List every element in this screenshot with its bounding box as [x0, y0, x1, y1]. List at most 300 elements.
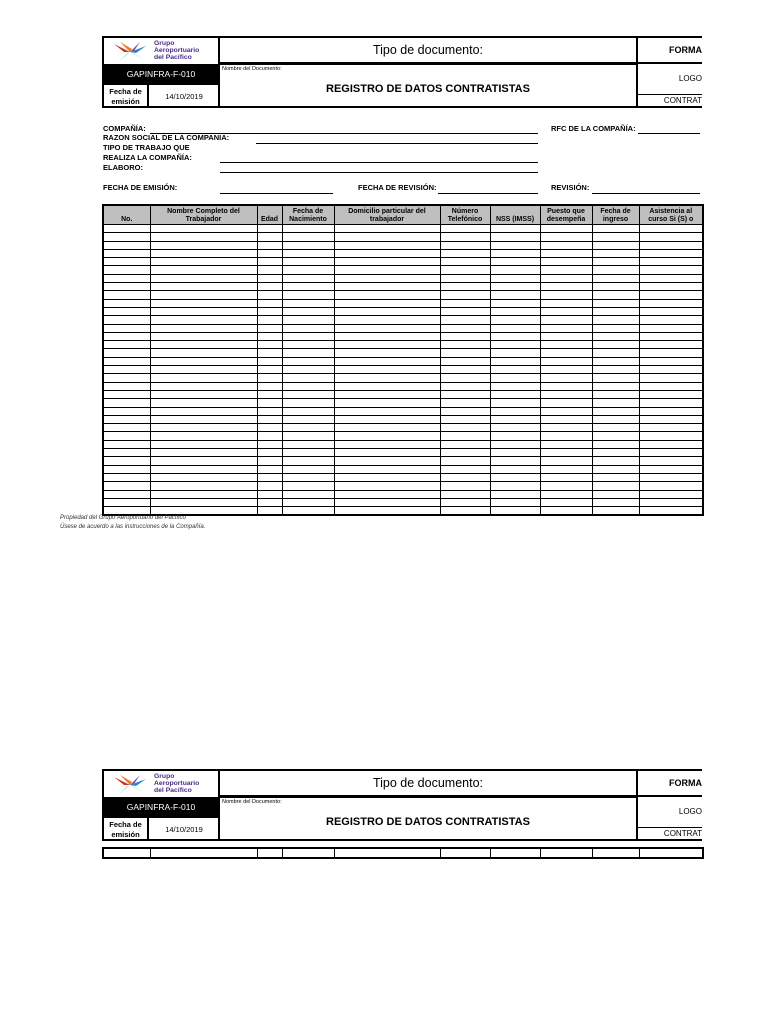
- table-cell[interactable]: [334, 374, 440, 382]
- table-cell[interactable]: [592, 432, 639, 440]
- table-cell[interactable]: [150, 449, 257, 457]
- table-cell[interactable]: [103, 382, 150, 390]
- table-cell[interactable]: [592, 332, 639, 340]
- table-cell[interactable]: [257, 415, 282, 423]
- table-cell[interactable]: [103, 366, 150, 374]
- table-cell[interactable]: [282, 399, 334, 407]
- table-cell[interactable]: [540, 465, 592, 473]
- table-cell[interactable]: [592, 848, 639, 858]
- table-cell[interactable]: [103, 390, 150, 398]
- table-cell[interactable]: [540, 473, 592, 481]
- table-cell[interactable]: [592, 498, 639, 506]
- table-cell[interactable]: [639, 366, 703, 374]
- table-cell[interactable]: [282, 498, 334, 506]
- table-cell[interactable]: [282, 341, 334, 349]
- table-cell[interactable]: [639, 374, 703, 382]
- table-cell[interactable]: [490, 457, 540, 465]
- table-cell[interactable]: [257, 266, 282, 274]
- table-cell[interactable]: [639, 299, 703, 307]
- table-cell[interactable]: [440, 225, 490, 233]
- table-cell[interactable]: [540, 407, 592, 415]
- table-cell[interactable]: [257, 316, 282, 324]
- table-cell[interactable]: [592, 283, 639, 291]
- table-cell[interactable]: [440, 366, 490, 374]
- table-cell[interactable]: [540, 241, 592, 249]
- table-cell[interactable]: [440, 291, 490, 299]
- table-cell[interactable]: [540, 266, 592, 274]
- table-cell[interactable]: [639, 307, 703, 315]
- table-cell[interactable]: [257, 449, 282, 457]
- table-cell[interactable]: [282, 316, 334, 324]
- table-cell[interactable]: [150, 482, 257, 490]
- table-cell[interactable]: [150, 457, 257, 465]
- table-cell[interactable]: [334, 249, 440, 257]
- table-cell[interactable]: [282, 848, 334, 858]
- table-cell[interactable]: [103, 249, 150, 257]
- table-cell[interactable]: [103, 283, 150, 291]
- table-cell[interactable]: [592, 316, 639, 324]
- table-cell[interactable]: [540, 449, 592, 457]
- table-cell[interactable]: [282, 258, 334, 266]
- table-cell[interactable]: [540, 233, 592, 241]
- table-cell[interactable]: [103, 848, 150, 858]
- table-cell[interactable]: [639, 473, 703, 481]
- table-cell[interactable]: [490, 299, 540, 307]
- table-cell[interactable]: [257, 299, 282, 307]
- table-cell[interactable]: [334, 332, 440, 340]
- table-cell[interactable]: [490, 274, 540, 282]
- table-cell[interactable]: [282, 274, 334, 282]
- table-cell[interactable]: [490, 415, 540, 423]
- table-cell[interactable]: [150, 465, 257, 473]
- table-cell[interactable]: [490, 291, 540, 299]
- table-cell[interactable]: [334, 316, 440, 324]
- table-cell[interactable]: [540, 382, 592, 390]
- table-cell[interactable]: [103, 440, 150, 448]
- table-cell[interactable]: [257, 482, 282, 490]
- rfc-line[interactable]: [638, 133, 700, 134]
- table-cell[interactable]: [592, 241, 639, 249]
- table-cell[interactable]: [639, 274, 703, 282]
- table-cell[interactable]: [490, 233, 540, 241]
- table-cell[interactable]: [490, 316, 540, 324]
- table-cell[interactable]: [150, 291, 257, 299]
- table-cell[interactable]: [592, 357, 639, 365]
- table-cell[interactable]: [257, 241, 282, 249]
- table-cell[interactable]: [440, 349, 490, 357]
- table-cell[interactable]: [334, 848, 440, 858]
- table-cell[interactable]: [103, 473, 150, 481]
- table-cell[interactable]: [282, 283, 334, 291]
- table-cell[interactable]: [592, 349, 639, 357]
- table-cell[interactable]: [150, 249, 257, 257]
- table-cell[interactable]: [592, 465, 639, 473]
- table-cell[interactable]: [334, 233, 440, 241]
- table-cell[interactable]: [440, 266, 490, 274]
- table-cell[interactable]: [639, 316, 703, 324]
- table-cell[interactable]: [540, 374, 592, 382]
- table-cell[interactable]: [440, 415, 490, 423]
- table-cell[interactable]: [103, 332, 150, 340]
- table-cell[interactable]: [592, 233, 639, 241]
- table-cell[interactable]: [639, 233, 703, 241]
- table-cell[interactable]: [639, 482, 703, 490]
- table-cell[interactable]: [440, 440, 490, 448]
- table-cell[interactable]: [282, 299, 334, 307]
- table-cell[interactable]: [490, 332, 540, 340]
- table-cell[interactable]: [540, 482, 592, 490]
- table-cell[interactable]: [639, 357, 703, 365]
- table-cell[interactable]: [540, 307, 592, 315]
- table-cell[interactable]: [440, 482, 490, 490]
- table-cell[interactable]: [282, 225, 334, 233]
- revision-line[interactable]: [592, 193, 700, 194]
- table-cell[interactable]: [592, 341, 639, 349]
- table-cell[interactable]: [540, 424, 592, 432]
- table-cell[interactable]: [639, 432, 703, 440]
- table-cell[interactable]: [440, 498, 490, 506]
- elaboro-line[interactable]: [220, 172, 538, 173]
- table-cell[interactable]: [440, 382, 490, 390]
- table-cell[interactable]: [257, 498, 282, 506]
- table-cell[interactable]: [592, 249, 639, 257]
- table-cell[interactable]: [440, 274, 490, 282]
- table-cell[interactable]: [334, 440, 440, 448]
- table-cell[interactable]: [282, 407, 334, 415]
- table-cell[interactable]: [282, 332, 334, 340]
- table-cell[interactable]: [282, 415, 334, 423]
- table-cell[interactable]: [257, 432, 282, 440]
- table-cell[interactable]: [282, 233, 334, 241]
- table-cell[interactable]: [639, 291, 703, 299]
- table-cell[interactable]: [592, 415, 639, 423]
- table-cell[interactable]: [334, 465, 440, 473]
- table-cell[interactable]: [334, 324, 440, 332]
- table-cell[interactable]: [334, 258, 440, 266]
- table-cell[interactable]: [282, 390, 334, 398]
- table-cell[interactable]: [490, 465, 540, 473]
- table-cell[interactable]: [490, 366, 540, 374]
- table-cell[interactable]: [540, 324, 592, 332]
- table-cell[interactable]: [282, 324, 334, 332]
- table-cell[interactable]: [334, 390, 440, 398]
- table-cell[interactable]: [490, 473, 540, 481]
- table-cell[interactable]: [257, 440, 282, 448]
- table-cell[interactable]: [440, 249, 490, 257]
- table-cell[interactable]: [592, 324, 639, 332]
- table-cell[interactable]: [490, 341, 540, 349]
- table-cell[interactable]: [334, 473, 440, 481]
- table-cell[interactable]: [334, 482, 440, 490]
- table-cell[interactable]: [490, 249, 540, 257]
- table-cell[interactable]: [540, 225, 592, 233]
- table-cell[interactable]: [592, 482, 639, 490]
- table-cell[interactable]: [592, 473, 639, 481]
- table-cell[interactable]: [639, 848, 703, 858]
- table-cell[interactable]: [592, 366, 639, 374]
- table-cell[interactable]: [150, 241, 257, 249]
- table-cell[interactable]: [257, 225, 282, 233]
- table-cell[interactable]: [282, 366, 334, 374]
- table-cell[interactable]: [103, 258, 150, 266]
- table-cell[interactable]: [150, 258, 257, 266]
- table-cell[interactable]: [639, 415, 703, 423]
- table-cell[interactable]: [257, 457, 282, 465]
- table-cell[interactable]: [334, 241, 440, 249]
- table-cell[interactable]: [540, 341, 592, 349]
- table-cell[interactable]: [282, 291, 334, 299]
- table-cell[interactable]: [103, 291, 150, 299]
- table-cell[interactable]: [334, 490, 440, 498]
- table-cell[interactable]: [103, 241, 150, 249]
- table-cell[interactable]: [103, 233, 150, 241]
- table-cell[interactable]: [490, 399, 540, 407]
- table-cell[interactable]: [639, 390, 703, 398]
- table-cell[interactable]: [440, 424, 490, 432]
- table-cell[interactable]: [440, 374, 490, 382]
- table-cell[interactable]: [592, 407, 639, 415]
- table-cell[interactable]: [639, 424, 703, 432]
- table-cell[interactable]: [540, 258, 592, 266]
- table-cell[interactable]: [150, 357, 257, 365]
- table-cell[interactable]: [334, 357, 440, 365]
- table-cell[interactable]: [592, 440, 639, 448]
- table-cell[interactable]: [490, 440, 540, 448]
- table-cell[interactable]: [490, 266, 540, 274]
- table-cell[interactable]: [334, 283, 440, 291]
- table-cell[interactable]: [592, 266, 639, 274]
- table-cell[interactable]: [440, 432, 490, 440]
- table-cell[interactable]: [540, 357, 592, 365]
- table-cell[interactable]: [639, 341, 703, 349]
- table-cell[interactable]: [592, 307, 639, 315]
- table-cell[interactable]: [257, 258, 282, 266]
- table-cell[interactable]: [440, 399, 490, 407]
- table-cell[interactable]: [334, 415, 440, 423]
- table-cell[interactable]: [282, 382, 334, 390]
- table-cell[interactable]: [440, 283, 490, 291]
- table-cell[interactable]: [490, 407, 540, 415]
- table-cell[interactable]: [440, 507, 490, 516]
- table-cell[interactable]: [150, 332, 257, 340]
- table-cell[interactable]: [440, 258, 490, 266]
- table-cell[interactable]: [639, 349, 703, 357]
- table-cell[interactable]: [440, 449, 490, 457]
- table-cell[interactable]: [150, 299, 257, 307]
- table-cell[interactable]: [639, 332, 703, 340]
- table-cell[interactable]: [103, 274, 150, 282]
- table-cell[interactable]: [639, 457, 703, 465]
- table-cell[interactable]: [540, 415, 592, 423]
- fecha-emision-line[interactable]: [220, 193, 333, 194]
- table-cell[interactable]: [592, 291, 639, 299]
- table-cell[interactable]: [592, 424, 639, 432]
- table-cell[interactable]: [334, 432, 440, 440]
- table-cell[interactable]: [103, 465, 150, 473]
- table-cell[interactable]: [150, 366, 257, 374]
- table-cell[interactable]: [103, 415, 150, 423]
- table-cell[interactable]: [540, 390, 592, 398]
- table-cell[interactable]: [257, 324, 282, 332]
- table-cell[interactable]: [490, 349, 540, 357]
- table-cell[interactable]: [150, 407, 257, 415]
- table-cell[interactable]: [334, 399, 440, 407]
- table-cell[interactable]: [282, 482, 334, 490]
- table-cell[interactable]: [257, 283, 282, 291]
- table-cell[interactable]: [639, 449, 703, 457]
- table-cell[interactable]: [440, 357, 490, 365]
- table-cell[interactable]: [334, 299, 440, 307]
- table-cell[interactable]: [282, 307, 334, 315]
- table-cell[interactable]: [257, 366, 282, 374]
- table-cell[interactable]: [592, 390, 639, 398]
- table-cell[interactable]: [257, 848, 282, 858]
- table-cell[interactable]: [490, 449, 540, 457]
- table-cell[interactable]: [490, 382, 540, 390]
- table-cell[interactable]: [490, 241, 540, 249]
- table-cell[interactable]: [257, 424, 282, 432]
- table-cell[interactable]: [540, 440, 592, 448]
- table-cell[interactable]: [150, 490, 257, 498]
- table-cell[interactable]: [490, 390, 540, 398]
- table-cell[interactable]: [282, 473, 334, 481]
- table-cell[interactable]: [440, 473, 490, 481]
- table-cell[interactable]: [490, 482, 540, 490]
- table-cell[interactable]: [490, 432, 540, 440]
- tipo-trabajo-line[interactable]: [220, 162, 538, 163]
- table-cell[interactable]: [257, 382, 282, 390]
- table-cell[interactable]: [103, 482, 150, 490]
- table-cell[interactable]: [150, 390, 257, 398]
- table-cell[interactable]: [334, 407, 440, 415]
- table-cell[interactable]: [103, 498, 150, 506]
- table-cell[interactable]: [440, 241, 490, 249]
- table-cell[interactable]: [257, 233, 282, 241]
- table-cell[interactable]: [592, 274, 639, 282]
- table-cell[interactable]: [103, 374, 150, 382]
- table-cell[interactable]: [334, 341, 440, 349]
- table-cell[interactable]: [257, 374, 282, 382]
- table-cell[interactable]: [257, 307, 282, 315]
- table-cell[interactable]: [440, 316, 490, 324]
- table-cell[interactable]: [150, 399, 257, 407]
- table-cell[interactable]: [282, 449, 334, 457]
- table-cell[interactable]: [150, 225, 257, 233]
- table-cell[interactable]: [440, 465, 490, 473]
- table-cell[interactable]: [150, 382, 257, 390]
- table-cell[interactable]: [150, 283, 257, 291]
- table-cell[interactable]: [490, 307, 540, 315]
- table-cell[interactable]: [592, 382, 639, 390]
- table-cell[interactable]: [639, 490, 703, 498]
- table-cell[interactable]: [540, 490, 592, 498]
- table-cell[interactable]: [257, 357, 282, 365]
- table-cell[interactable]: [639, 241, 703, 249]
- table-cell[interactable]: [592, 449, 639, 457]
- table-cell[interactable]: [639, 507, 703, 516]
- table-cell[interactable]: [257, 332, 282, 340]
- table-cell[interactable]: [334, 366, 440, 374]
- table-cell[interactable]: [257, 291, 282, 299]
- table-cell[interactable]: [150, 266, 257, 274]
- table-cell[interactable]: [257, 507, 282, 516]
- table-cell[interactable]: [150, 341, 257, 349]
- table-cell[interactable]: [440, 390, 490, 398]
- table-cell[interactable]: [150, 374, 257, 382]
- table-cell[interactable]: [282, 465, 334, 473]
- table-cell[interactable]: [150, 349, 257, 357]
- table-cell[interactable]: [639, 498, 703, 506]
- table-cell[interactable]: [150, 316, 257, 324]
- table-cell[interactable]: [150, 848, 257, 858]
- table-cell[interactable]: [103, 299, 150, 307]
- table-cell[interactable]: [440, 457, 490, 465]
- table-cell[interactable]: [334, 457, 440, 465]
- table-cell[interactable]: [639, 249, 703, 257]
- table-cell[interactable]: [150, 415, 257, 423]
- table-cell[interactable]: [257, 473, 282, 481]
- table-cell[interactable]: [103, 266, 150, 274]
- table-cell[interactable]: [150, 233, 257, 241]
- table-cell[interactable]: [257, 399, 282, 407]
- table-cell[interactable]: [540, 249, 592, 257]
- table-cell[interactable]: [257, 249, 282, 257]
- table-cell[interactable]: [490, 283, 540, 291]
- table-cell[interactable]: [103, 490, 150, 498]
- table-cell[interactable]: [150, 473, 257, 481]
- table-cell[interactable]: [540, 432, 592, 440]
- table-cell[interactable]: [540, 299, 592, 307]
- table-cell[interactable]: [592, 299, 639, 307]
- table-cell[interactable]: [540, 498, 592, 506]
- table-cell[interactable]: [639, 324, 703, 332]
- table-cell[interactable]: [639, 283, 703, 291]
- table-cell[interactable]: [639, 440, 703, 448]
- table-cell[interactable]: [440, 233, 490, 241]
- table-cell[interactable]: [257, 407, 282, 415]
- table-cell[interactable]: [440, 407, 490, 415]
- table-cell[interactable]: [257, 274, 282, 282]
- table-cell[interactable]: [440, 848, 490, 858]
- table-cell[interactable]: [639, 407, 703, 415]
- table-cell[interactable]: [103, 357, 150, 365]
- table-cell[interactable]: [150, 274, 257, 282]
- table-cell[interactable]: [540, 366, 592, 374]
- table-cell[interactable]: [540, 507, 592, 516]
- table-cell[interactable]: [592, 507, 639, 516]
- table-cell[interactable]: [282, 241, 334, 249]
- table-cell[interactable]: [150, 324, 257, 332]
- table-cell[interactable]: [592, 225, 639, 233]
- table-cell[interactable]: [150, 432, 257, 440]
- table-cell[interactable]: [103, 341, 150, 349]
- table-cell[interactable]: [282, 349, 334, 357]
- table-cell[interactable]: [282, 457, 334, 465]
- table-cell[interactable]: [282, 507, 334, 516]
- table-cell[interactable]: [440, 490, 490, 498]
- table-cell[interactable]: [103, 225, 150, 233]
- table-cell[interactable]: [592, 258, 639, 266]
- table-cell[interactable]: [334, 449, 440, 457]
- table-cell[interactable]: [103, 349, 150, 357]
- table-cell[interactable]: [334, 424, 440, 432]
- table-cell[interactable]: [639, 399, 703, 407]
- table-cell[interactable]: [490, 498, 540, 506]
- table-cell[interactable]: [334, 507, 440, 516]
- table-cell[interactable]: [540, 332, 592, 340]
- table-cell[interactable]: [540, 399, 592, 407]
- table-cell[interactable]: [639, 258, 703, 266]
